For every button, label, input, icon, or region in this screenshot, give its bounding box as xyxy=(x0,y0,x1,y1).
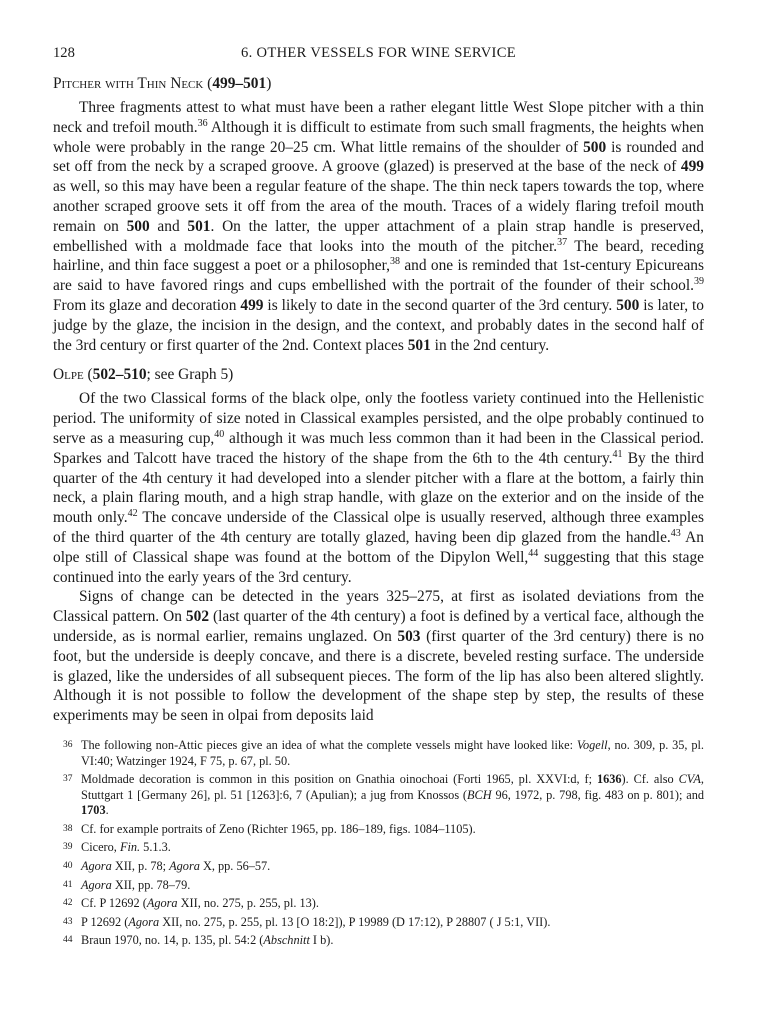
paragraph-olpe-2: Signs of change can be detected in the years 325–275, at first as isolated deviations from the Classical pattern. On 502 (last quarter of the 4th century) a foot is defined by a vertical face, although the underside, as is normal earlier, remains unglazed. On 503 (first quarter of the 3rd century) there is no foot, but the underside is deeply concave, and there is a discrete, beveled resting surface. The underside is glazed, like the undersides of all subsequent pieces. The form of the lip has also been altered slightly. Although it is not possible to follow the development of the shape step by step, the results of these experiments may be seen in olpai from deposits laid xyxy=(53,588,704,725)
paragraph-pitcher: Three fragments attest to what must have been a rather elegant little West Slope pitcher with a thin neck and trefoil mouth.$^{36}$ Although it is difficult to estimate from such small fragments, the heights when whole were probably in the range 20–25 cm. What little remains of the shoulder of 500 is rounded and set off from the neck by a scraped groove. A groove (glazed) is preserved at the base of the neck of 499 as well, so this may have been a regular feature of the shape. The thin neck tapers towards the top, where another scraped groove sets it off from the area of the mouth. Traces of a widely flaring trefoil mouth remain on 500 and 501. On the latter, the upper attachment of a plain strap handle is preserved, embellished with a moldmade face that looks into the mouth of the pitcher.$^{37}$ The beard, receding hairline, and thin face suggest a poet or a philosopher,$^{38}$ and one is reminded that 1st-century Epicureans are said to have favored rings and cups embellished with the portrait of the founder of their school.$^{39}$ From its glaze and decoration 499 is likely to date in the second quarter of the 3rd century. 500 is later, to judge by the glaze, the incision in the design, and the context, and probably dates in the second half of the 3rd century or first quarter of the 2nd. Context places 501 in the 2nd century. xyxy=(53,99,704,354)
footnote-ref[interactable]: 38 xyxy=(389,256,400,268)
footnotes xyxy=(53,738,704,949)
section-heading-olpe: Olpe (502–510; see Graph 5) xyxy=(53,366,234,384)
footnote-ref[interactable]: 43 xyxy=(670,527,681,539)
running-title: 6. OTHER VESSELS FOR WINE SERVICE xyxy=(241,45,516,61)
footnote-38: 38 Cf. for example portraits of Zeno (Richter 1965, pp. 186–189, figs. 1084–1105). xyxy=(63,821,476,836)
footnote-ref[interactable]: 37 xyxy=(557,236,568,248)
footnote-37: 37 Moldmade decoration is common in this position on Gnathia oinochoai (Forti 1965, pl. XXVI:d, f; 1636). Cf. also CVA, Stuttgart 1 [Germany 26], pl. 51 [1263]:6, 7 (Apulian); a jug from Knossos (BCH 96, 1972, p. 798, fig. 483 on p. 801); and 1703. xyxy=(63,772,704,818)
catalogue-number: 500 xyxy=(616,296,640,314)
catalogue-number: 501 xyxy=(407,336,431,354)
heading-text: Olpe xyxy=(53,366,84,384)
catalogue-number: 500 xyxy=(583,138,607,156)
footnote-number: 36 xyxy=(63,739,73,750)
running-head xyxy=(53,40,704,62)
footnote-number: 43 xyxy=(63,916,73,927)
footnote-ref[interactable]: 36 xyxy=(197,117,208,129)
footnote-ref[interactable]: 39 xyxy=(694,276,704,288)
footnote-number: 41 xyxy=(63,879,73,890)
footnote-41: 41 Agora XII, pp. 78–79. xyxy=(63,877,191,892)
paragraph-olpe-1: Of the two Classical forms of the black olpe, only the footless variety continued into the Hellenistic period. The uniformity of size noted in Classical examples persisted, and the olpe probably continued to serve as a measuring cup,$^{40}$ although it was much less common than it had been in the Classical period. Sparkes and Talcott have traced the history of the shape from the 6th to the 4th century.$^{41}$ By the third quarter of the 4th century it had developed into a slender pitcher with a flare at the bottom, a fairly thin neck, a plain flaring mouth, and a high strap handle, with glaze on the exterior and on the inside of the mouth only.$^{42}$ The concave underside of the Classical olpe is usually reserved, although three examples of the third quarter of the 4th century are totally glazed, having been dip glazed from the handle.$^{43}$ An olpe still of Classical shape was found at the bottom of the Dipylon Well,$^{44}$ suggesting that this stage continued into the early years of the 3rd century. xyxy=(53,390,705,586)
catalogue-number: 499 xyxy=(680,158,704,176)
catalogue-range: 502–510 xyxy=(92,366,147,384)
footnote-44: 44 Braun 1970, no. 14, p. 135, pl. 54:2 (Abschnitt I b). xyxy=(63,933,334,948)
spacer xyxy=(53,355,704,361)
catalogue-number: 502 xyxy=(185,608,210,626)
footnote-number: 42 xyxy=(63,898,73,909)
footnote-ref[interactable]: 42 xyxy=(127,508,138,520)
footnote-number: 37 xyxy=(63,774,73,785)
footnote-39: 39 Cicero, Fin. 5.1.3. xyxy=(63,840,171,855)
footnote-43: 43 P 12692 (Agora XII, no. 275, p. 255, pl. 13 [O 18:2]), P 19989 (D 17:12), P 28807 ( J 5:1, VII). xyxy=(63,914,551,929)
catalogue-number: 500 xyxy=(126,217,150,235)
footnote-number: 39 xyxy=(63,842,73,853)
footnote-number: 40 xyxy=(63,861,73,872)
heading-text: Pitcher with Thin Neck xyxy=(53,75,204,92)
footnote-ref[interactable]: 40 xyxy=(214,428,225,440)
footnote-number: 38 xyxy=(63,823,73,834)
footnote-42: 42 Cf. P 12692 (Agora XII, no. 275, p. 255, pl. 13). xyxy=(63,896,319,911)
catalogue-number: 503 xyxy=(397,627,421,645)
footnote-ref[interactable]: 41 xyxy=(612,448,623,460)
footnote-ref[interactable]: 44 xyxy=(528,547,539,559)
footnote-36: 36 The following non-Attic pieces give an idea of what the complete vessels might have looked like: Vogell, no. 309, p. 35, pl. VI:40; Watzinger 1924, F 75, p. 67, pl. 50. xyxy=(63,737,704,768)
page-number: 128 xyxy=(53,45,75,61)
footnote-40: 40 Agora XII, p. 78; Agora X, pp. 56–57. xyxy=(63,859,271,874)
catalogue-range: 499–501 xyxy=(212,75,267,92)
section-heading-pitcher: Pitcher with Thin Neck (499–501) xyxy=(53,75,272,92)
catalogue-number: 501 xyxy=(187,217,211,235)
footnote-number: 44 xyxy=(63,935,73,946)
catalogue-number: 499 xyxy=(240,296,264,314)
